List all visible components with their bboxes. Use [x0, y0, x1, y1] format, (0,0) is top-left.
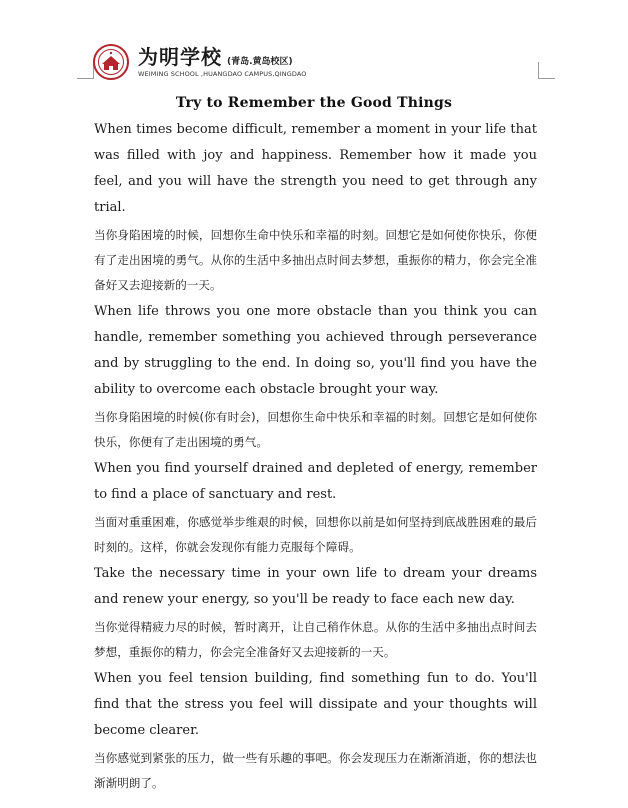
page-corner-mark-right [538, 62, 555, 79]
paragraph-zh: 当你感觉到紧张的压力，做一些有乐趣的事吧。你会发现压力在渐渐消逝，你的想法也渐渐明朗了。 [94, 751, 537, 790]
paragraph-zh: 当你身陷困境的时候，回想你生命中快乐和幸福的时刻。回想它是如何使你快乐，你便有了走出困境的勇气。从你的生活中多抽出点时间去梦想，重振你的精力，你会完全准备好又去迎接新的一天。 [94, 228, 537, 292]
school-seal-logo [93, 44, 129, 80]
paragraph-en: When times become difficult, remember a moment in your life that was filled with joy and happiness. Remember how it made you feel, and you will have the strength you need to get through any trial. [94, 122, 537, 215]
paragraph-zh: 当你身陷困境的时候(你有时会)，回想你生命中快乐和幸福的时刻。回想它是如何使你快乐，你便有了走出困境的勇气。 [94, 410, 537, 449]
campus-name-cn: (青岛.黄岛校区) [227, 57, 293, 67]
document-body [94, 117, 537, 797]
document-title: Try to Remember the Good Things [175, 95, 453, 111]
paragraph-zh: 当面对重重困难，你感觉举步维艰的时候，回想你以前是如何坚持到底战胜困难的最后时刻的。这样，你就会发现你有能力克服每个障碍。 [94, 515, 537, 554]
page-header [93, 44, 453, 84]
paragraph-en: When you feel tension building, find something fun to do. You'll find that the stress you feel will dissipate and your thoughts will become clearer. [94, 671, 537, 738]
page-corner-mark-left [77, 62, 94, 79]
school-name-en: WEIMING SCHOOL ,HUANGDAO CAMPUS,QINGDAO [138, 70, 307, 78]
paragraph-en: When you find yourself drained and depleted of energy, remember to find a place of sanctuary and rest. [94, 461, 537, 502]
paragraph-en: Take the necessary time in your own life to dream your dreams and renew your energy, so you'll be ready to face each new day. [94, 566, 537, 607]
school-name-cn: 为明学校 [138, 45, 222, 69]
paragraph-en: When life throws you one more obstacle than you think you can handle, remember something you achieved through perseverance and by struggling to the end. In doing so, you'll find you have the ability to overcome each obstacle brought your way. [94, 304, 537, 397]
paragraph-zh: 当你觉得精疲力尽的时候，暂时离开，让自己稍作休息。从你的生活中多抽出点时间去梦想，重振你的精力，你会完全准备好又去迎接新的一天。 [94, 620, 537, 659]
